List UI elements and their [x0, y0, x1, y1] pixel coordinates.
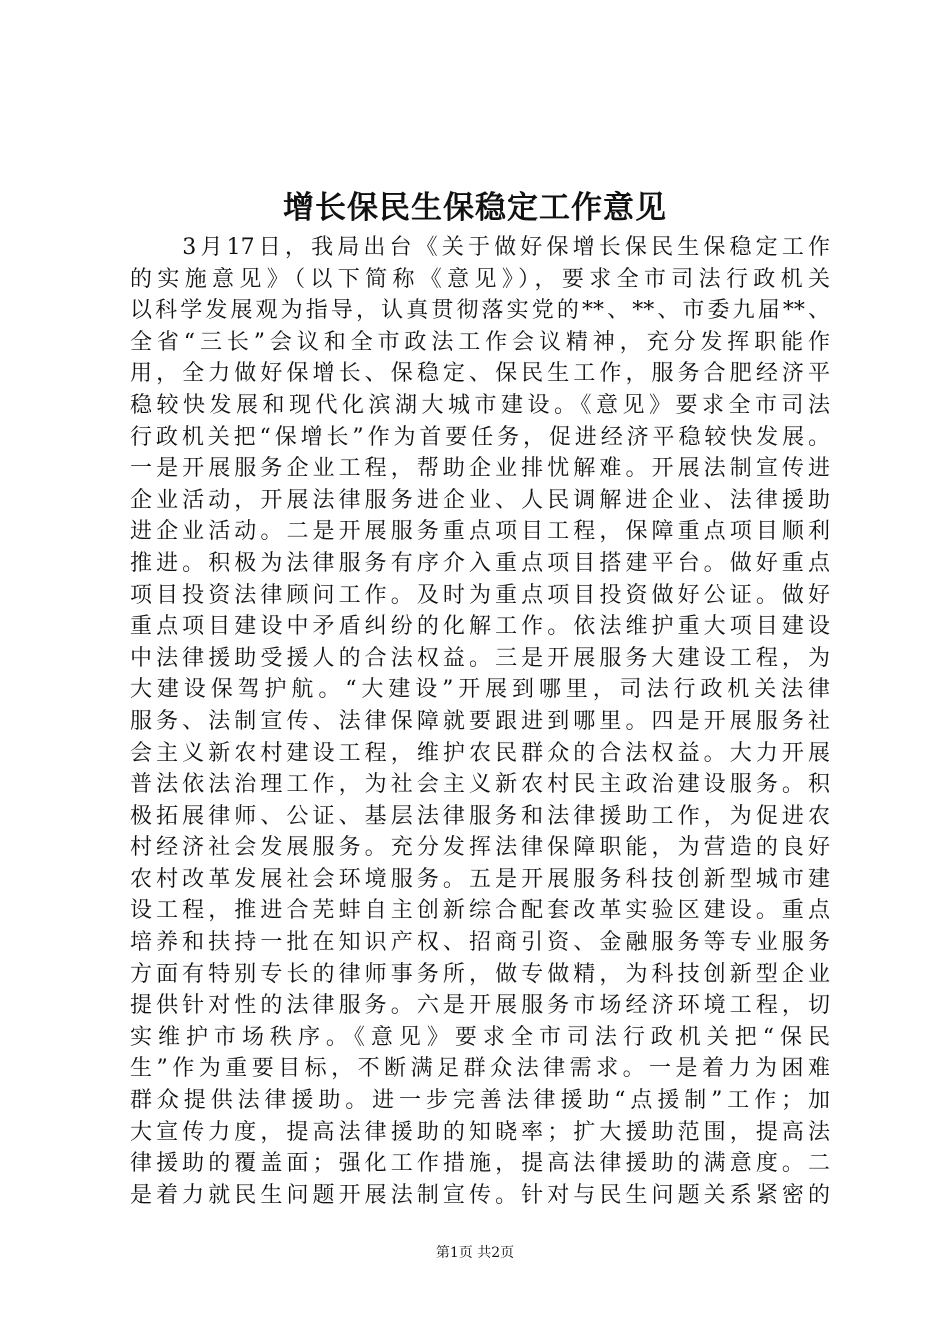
body-line: 极拓展律师、公证、基层法律服务和法律援助工作，为促进农 [130, 803, 830, 829]
body-line: 普法依法治理工作，为社会主义新农村民主政治建设服务。积 [130, 772, 830, 798]
body-line: 全省“三长”会议和全市政法工作会议精神，充分发挥职能作 [130, 329, 830, 355]
body-line: 大建设保驾护航。“大建设”开展到哪里，司法行政机关法律 [130, 677, 830, 703]
body-line: 企业活动，开展法律服务进企业、人民调解进企业、法律援助 [130, 487, 830, 513]
document-body [130, 232, 830, 1211]
body-line: 农村改革发展社会环境服务。五是开展服务科技创新型城市建 [130, 866, 830, 892]
body-line: 项目投资法律顾问工作。及时为重点项目投资做好公证。做好 [130, 582, 830, 608]
body-line: 提供针对性的法律服务。六是开展服务市场经济环境工程，切 [130, 993, 830, 1019]
document-title: 增长保民生保稳定工作意见 [283, 190, 667, 226]
body-line: 设工程，推进合芜蚌自主创新综合配套改革实验区建设。重点 [130, 898, 830, 924]
body-line: 一是开展服务企业工程，帮助企业排忧解难。开展法制宣传进 [130, 456, 830, 482]
body-line: 大宣传力度，提高法律援助的知晓率；扩大援助范围，提高法 [130, 1119, 830, 1145]
body-line: 培养和扶持一批在知识产权、招商引资、金融服务等专业服务 [130, 930, 830, 956]
body-line: 3月17日，我局出台《关于做好保增长保民生保稳定工作 [130, 235, 830, 260]
body-line: 是着力就民生问题开展法制宣传。针对与民生问题关系紧密的 [130, 1182, 830, 1208]
body-line: 实维护市场秩序。《意见》要求全市司法行政机关把“保民 [130, 1024, 830, 1050]
body-line: 服务、法制宣传、法律保障就要跟进到哪里。四是开展服务社 [130, 708, 830, 734]
body-line: 进企业活动。二是开展服务重点项目工程，保障重点项目顺利 [130, 519, 830, 545]
body-line: 群众提供法律援助。进一步完善法律援助“点援制”工作；加 [130, 1088, 830, 1114]
body-line: 推进。积极为法律服务有序介入重点项目搭建平台。做好重点 [130, 550, 830, 576]
body-line: 生”作为重要目标，不断满足群众法律需求。一是着力为困难 [130, 1056, 830, 1082]
body-line: 重点项目建设中矛盾纠纷的化解工作。依法维护重大项目建设 [130, 614, 830, 640]
page-footer: 第1页 共2页 [435, 1245, 515, 1261]
body-line: 稳较快发展和现代化滨湖大城市建设。《意见》要求全市司法 [130, 392, 830, 418]
body-line: 律援助的覆盖面；强化工作措施，提高法律援助的满意度。二 [130, 1151, 830, 1177]
body-line: 行政机关把“保增长”作为首要任务，促进经济平稳较快发展。 [130, 424, 830, 450]
body-line: 方面有特别专长的律师事务所，做专做精，为科技创新型企业 [130, 961, 830, 987]
body-line: 以科学发展观为指导，认真贯彻落实党的**、**、市委九届**、 [130, 298, 830, 324]
body-line: 中法律援助受援人的合法权益。三是开展服务大建设工程，为 [130, 645, 830, 671]
body-line: 的实施意见》（以下简称《意见》），要求全市司法行政机关 [130, 266, 830, 292]
body-line: 会主义新农村建设工程，维护农民群众的合法权益。大力开展 [130, 740, 830, 766]
body-line: 用，全力做好保增长、保稳定、保民生工作，服务合肥经济平 [130, 361, 830, 387]
body-line: 村经济社会发展服务。充分发挥法律保障职能，为营造的良好 [130, 835, 830, 861]
